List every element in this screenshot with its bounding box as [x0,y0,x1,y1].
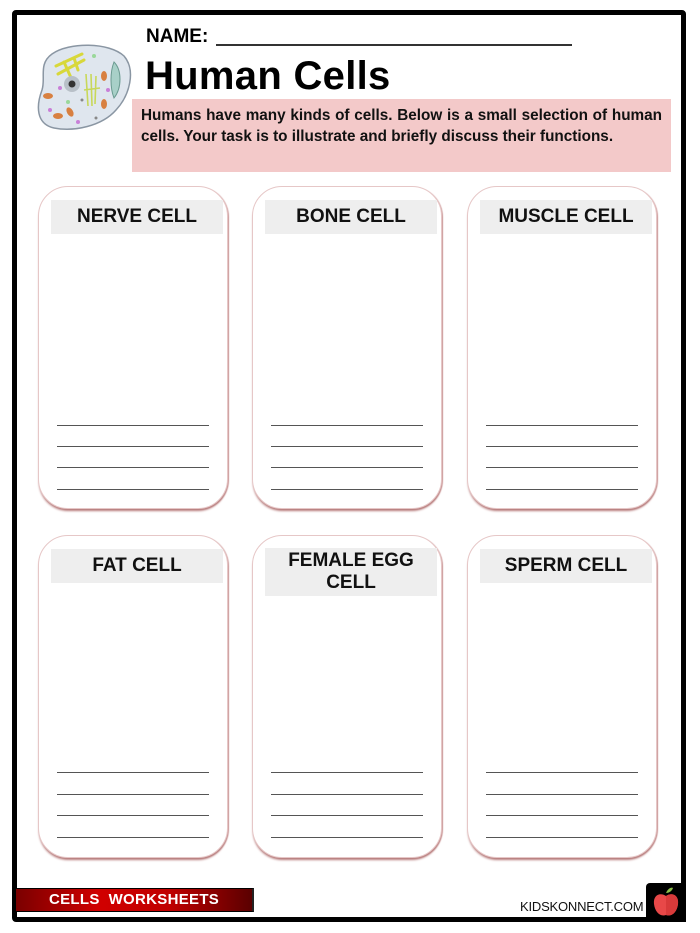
name-label: NAME: [146,26,209,47]
card-title: NERVE CELL [51,200,223,234]
card-nerve-cell [38,186,228,509]
writing-line[interactable] [486,489,638,490]
card-title: MUSCLE CELL [480,200,652,234]
writing-line[interactable] [486,446,638,447]
logo-tab [646,883,686,922]
name-field[interactable] [216,44,572,46]
writing-line[interactable] [271,772,423,773]
writing-line[interactable] [486,772,638,773]
series-banner: CELLS WORKSHEETS [16,888,254,912]
card-title: FEMALE EGG CELL [265,548,437,596]
card-bone-cell [252,186,442,509]
writing-line[interactable] [271,815,423,816]
writing-line[interactable] [57,489,209,490]
animal-cell-icon [34,40,134,135]
writing-line[interactable] [486,815,638,816]
page-title: Human Cells [145,54,391,98]
apple-icon [646,883,686,922]
card-muscle-cell [467,186,657,509]
writing-line[interactable] [486,794,638,795]
writing-line[interactable] [486,467,638,468]
writing-line[interactable] [486,425,638,426]
writing-line[interactable] [271,425,423,426]
writing-line[interactable] [271,837,423,838]
writing-line[interactable] [271,446,423,447]
writing-line[interactable] [271,467,423,468]
writing-line[interactable] [57,815,209,816]
writing-line[interactable] [486,837,638,838]
intro-text: Humans have many kinds of cells. Below is a small selection of human cells. Your task is to illustrate and briefly discuss their functions. [132,99,671,172]
writing-line[interactable] [57,772,209,773]
writing-line[interactable] [57,467,209,468]
writing-line[interactable] [57,794,209,795]
card-female-egg-cell [252,535,442,858]
card-title: FAT CELL [51,549,223,583]
card-sperm-cell [467,535,657,858]
site-name: KIDSKONNECT.COM [520,899,644,914]
card-title: BONE CELL [265,200,437,234]
writing-line[interactable] [57,446,209,447]
writing-line[interactable] [57,425,209,426]
writing-line[interactable] [57,837,209,838]
writing-line[interactable] [271,489,423,490]
card-fat-cell [38,535,228,858]
card-title: SPERM CELL [480,549,652,583]
writing-line[interactable] [271,794,423,795]
